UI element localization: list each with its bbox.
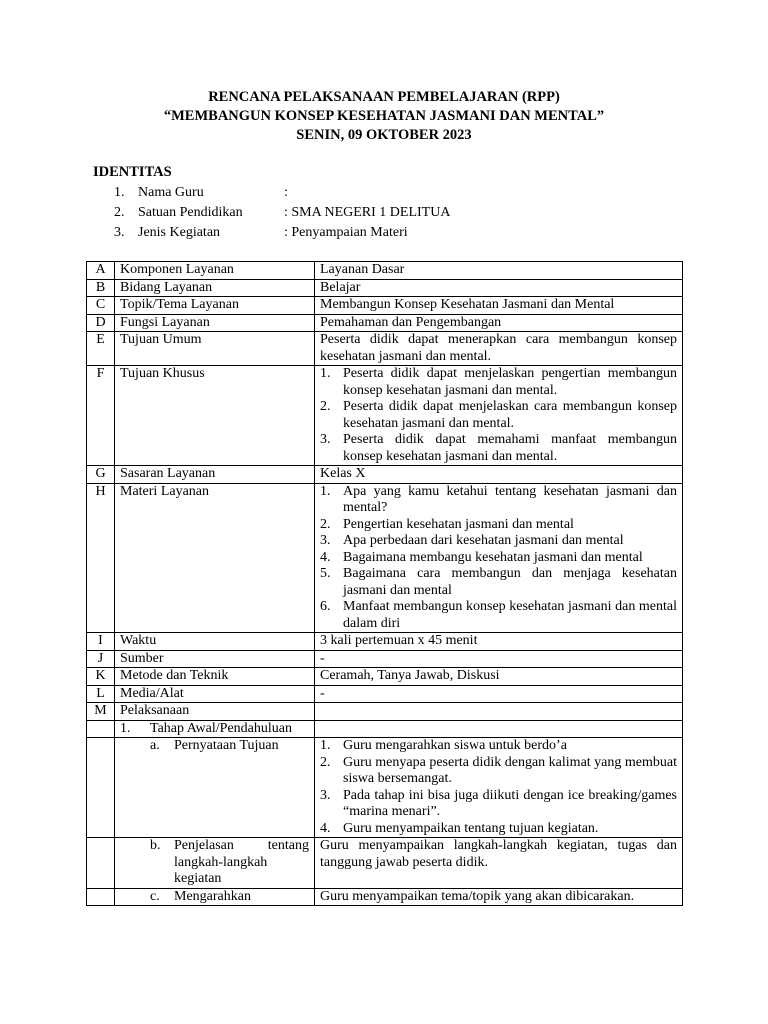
table-row	[87, 297, 683, 315]
row-value	[315, 483, 683, 633]
row-label: Sumber	[115, 650, 315, 668]
row-value	[315, 703, 683, 721]
row-code: H	[87, 483, 115, 633]
document-title	[0, 88, 768, 145]
table-row	[87, 650, 683, 668]
table-row	[87, 668, 683, 686]
row-label: Sasaran Layanan	[115, 466, 315, 484]
list-item: 2. Peserta didik dapat menjelaskan cara membangun konsep kesehatan jasmani dan mental.	[320, 399, 677, 431]
substage-label: a. Pernyataan Tujuan	[115, 738, 315, 838]
list-item: 1. Guru mengarahkan siswa untuk berdo’a	[320, 738, 567, 753]
table-row	[87, 703, 683, 721]
tujuan-khusus-list	[320, 366, 677, 465]
list-item: 4. Guru menyampaikan tentang tujuan kegiatan.	[320, 820, 599, 836]
row-value: -	[315, 650, 683, 668]
substage-label: b. Penjelasan tentang langkah-langkah kegiatan	[115, 838, 315, 889]
row-label: Tujuan Khusus	[115, 366, 315, 466]
row-label: Media/Alat	[115, 685, 315, 703]
row-code: M	[87, 703, 115, 721]
list-item: 5. Bagaimana cara membangun dan menjaga kesehatan jasmani dan mental	[320, 566, 677, 598]
row-label: Materi Layanan	[115, 483, 315, 633]
row-label: Waktu	[115, 633, 315, 651]
row-value	[315, 366, 683, 466]
title-line-2: “MEMBANGUN KONSEP KESEHATAN JASMANI DAN MENTAL”	[163, 108, 605, 124]
identitas-item: 2. Satuan Pendidikan : SMA NEGERI 1 DELITUA	[114, 205, 451, 220]
identitas-item: 1. Nama Guru :	[114, 185, 288, 200]
substage-label: c. Mengarahkan	[115, 888, 315, 906]
row-value: Membangun Konsep Kesehatan Jasmani dan Mental	[315, 297, 683, 315]
row-value: Guru menyampaikan langkah-langkah kegiatan, tugas dan tanggung jawab peserta didik.	[315, 838, 683, 889]
table-row	[87, 366, 683, 466]
row-code: K	[87, 668, 115, 686]
row-value	[315, 738, 683, 838]
list-item: 4. Bagaimana membangu kesehatan jasmani dan mental	[320, 549, 643, 565]
row-code: I	[87, 633, 115, 651]
table-row	[87, 262, 683, 280]
table-row	[87, 838, 683, 889]
row-value: Guru menyampaikan tema/topik yang akan dibicarakan.	[315, 888, 683, 906]
row-value: -	[315, 685, 683, 703]
list-item: 3. Pada tahap ini bisa juga diikuti dengan ice breaking/games “marina menari”.	[320, 787, 677, 819]
row-value: Kelas X	[315, 466, 683, 484]
table-row	[87, 466, 683, 484]
row-value: Belajar	[315, 279, 683, 297]
list-item: 3. Apa perbedaan dari kesehatan jasmani dan mental	[320, 533, 624, 548]
stage-label: 1. Tahap Awal/Pendahuluan	[115, 720, 315, 738]
row-code: C	[87, 297, 115, 315]
row-label: Komponen Layanan	[115, 262, 315, 280]
list-item: 1. Apa yang kamu ketahui tentang kesehatan jasmani dan mental?	[320, 483, 677, 515]
list-item: 1. Peserta didik dapat menjelaskan pengertian membangun konsep kesehatan jasmani dan mental.	[320, 366, 677, 398]
identitas-heading: IDENTITAS	[93, 164, 172, 180]
row-label: Topik/Tema Layanan	[115, 297, 315, 315]
table-row	[87, 483, 683, 633]
row-value: Layanan Dasar	[315, 262, 683, 280]
row-label: Metode dan Teknik	[115, 668, 315, 686]
title-line-1: RENCANA PELAKSANAAN PEMBELAJARAN (RPP)	[208, 89, 560, 105]
table-row	[87, 633, 683, 651]
rpp-table	[86, 261, 683, 906]
row-code: F	[87, 366, 115, 466]
list-item: 2. Guru menyapa peserta didik dengan kalimat yang membuat siswa bersemangat.	[320, 754, 677, 786]
row-label: Fungsi Layanan	[115, 314, 315, 332]
title-line-3: SENIN, 09 OKTOBER 2023	[296, 127, 472, 143]
row-code: D	[87, 314, 115, 332]
list-item: 6. Manfaat membangun konsep kesehatan jasmani dan mental dalam diri	[320, 599, 677, 631]
table-row	[87, 720, 683, 738]
table-row	[87, 332, 683, 366]
list-item: 2. Pengertian kesehatan jasmani dan mental	[320, 516, 574, 532]
table-row	[87, 314, 683, 332]
row-value: Pemahaman dan Pengembangan	[315, 314, 683, 332]
table-row	[87, 279, 683, 297]
row-code: J	[87, 650, 115, 668]
identitas-item: 3. Jenis Kegiatan : Penyampaian Materi	[114, 225, 408, 240]
identitas-list	[114, 183, 450, 243]
row-value: Ceramah, Tanya Jawab, Diskusi	[315, 668, 683, 686]
row-value: 3 kali pertemuan x 45 menit	[315, 633, 683, 651]
row-code: E	[87, 332, 115, 366]
table-row	[87, 738, 683, 838]
materi-layanan-list	[320, 484, 677, 633]
list-item: 3. Peserta didik dapat memahami manfaat membangun konsep kesehatan jasmani dan mental.	[320, 432, 677, 464]
row-label: Bidang Layanan	[115, 279, 315, 297]
row-code: B	[87, 279, 115, 297]
table-row	[87, 685, 683, 703]
row-code: G	[87, 466, 115, 484]
table-row	[87, 888, 683, 906]
row-code: L	[87, 685, 115, 703]
row-label: Tujuan Umum	[115, 332, 315, 366]
row-value: Peserta didik dapat menerapkan cara membangun konsep kesehatan jasmani dan mental.	[315, 332, 683, 366]
row-label: Pelaksanaan	[115, 703, 315, 721]
pernyataan-tujuan-list	[320, 738, 677, 837]
row-code: A	[87, 262, 115, 280]
